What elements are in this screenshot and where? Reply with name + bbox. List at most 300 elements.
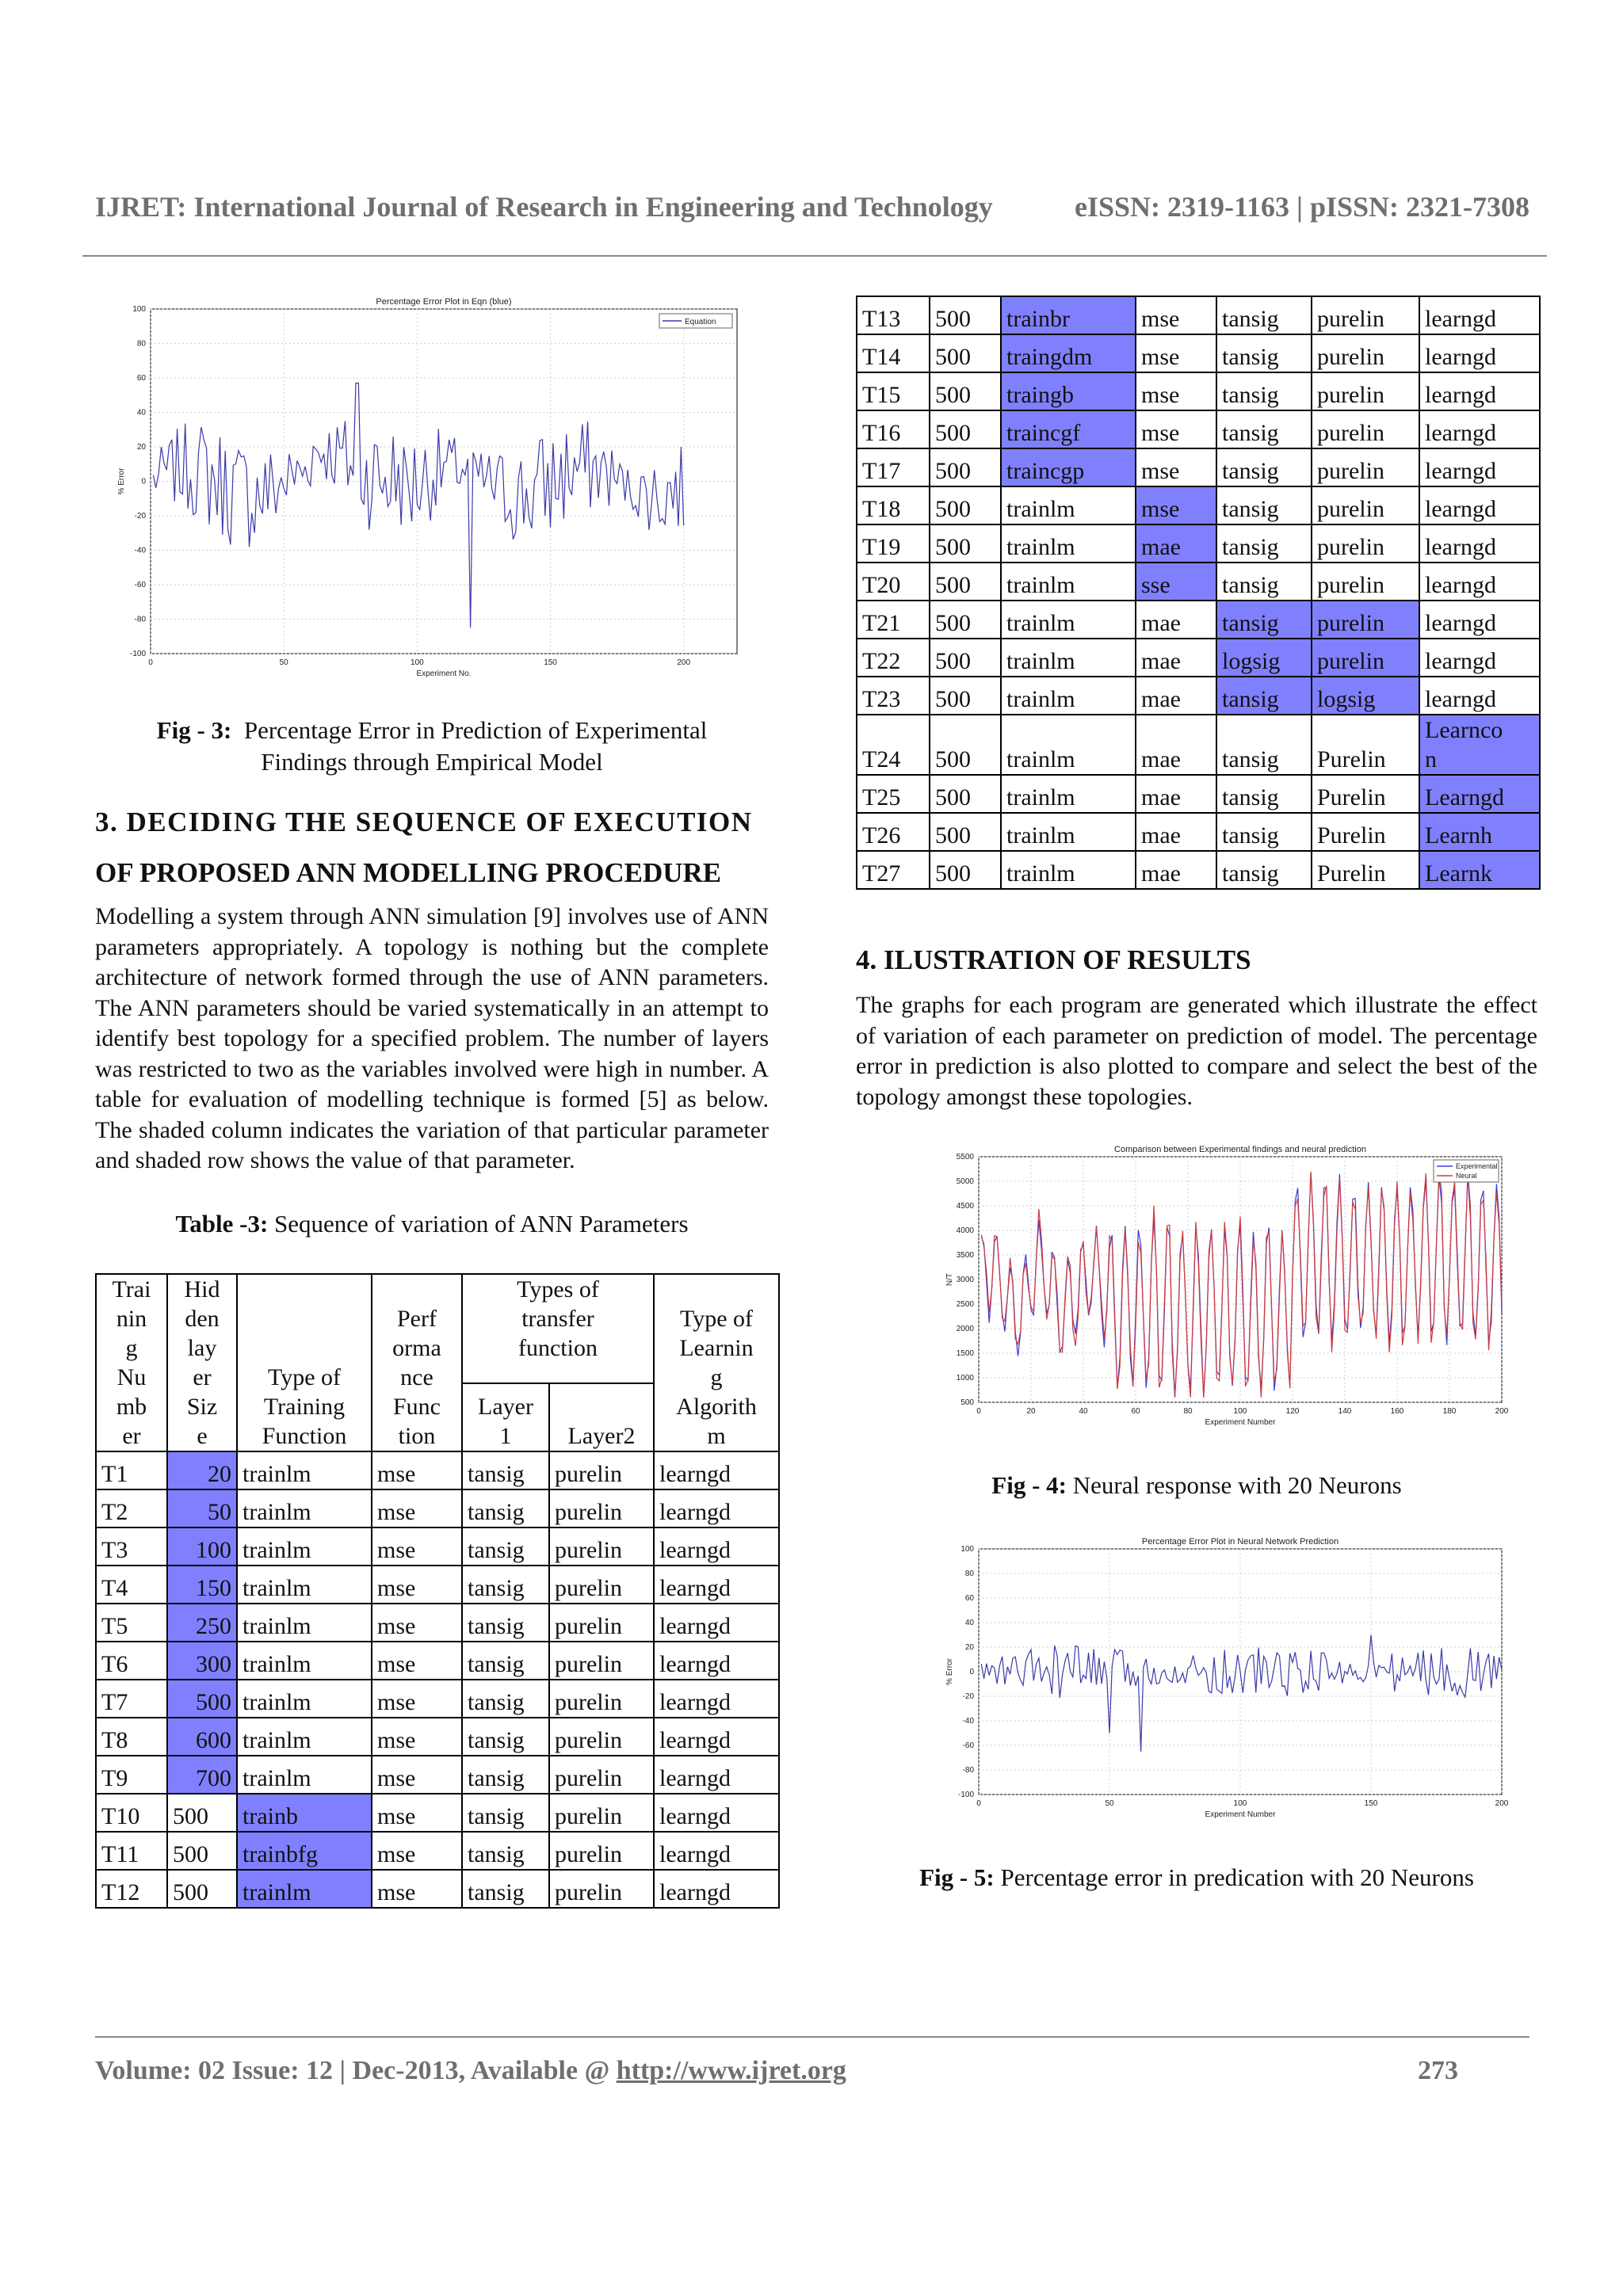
performance-function: mse xyxy=(372,1794,462,1832)
performance-function: mse xyxy=(372,1718,462,1756)
training-number: T9 xyxy=(96,1756,167,1794)
table3-label: Table -3: xyxy=(175,1209,269,1238)
layer1-transfer: logsig xyxy=(1216,639,1312,677)
y-tick-label: 40 xyxy=(964,1619,974,1627)
footer-rule xyxy=(95,2036,1529,2038)
x-tick-label: 40 xyxy=(1079,1407,1088,1416)
chart-title: Percentage Error Plot in Neural Network Prediction xyxy=(1141,1537,1339,1547)
fig3-caption-line1: Percentage Error in Prediction of Experimental xyxy=(243,716,708,744)
section3-body: Modelling a system through ANN simulation [9] involves use of ANN parameters appropriately. A topology is nothing but the complete architecture of network formed through the use of ANN parameters. The ANN parameters should be varied systematically in an attempt to identify best topology for a specified problem. The number of layers was restricted to two as the variables involved were high in number. A table for evaluation of modelling technique is formed [5] as below. The shaded column indicates the variation of that particular parameter and shaded row shows the value of that parameter. xyxy=(95,903,769,1173)
x-tick-label: 200 xyxy=(1495,1799,1509,1808)
y-tick-label: 60 xyxy=(964,1594,974,1603)
legend xyxy=(659,314,732,328)
hidden-layer-size: 500 xyxy=(930,410,1001,448)
learning-algorithm: learngd xyxy=(654,1566,779,1604)
hidden-layer-size: 500 xyxy=(167,1870,237,1908)
y-tick-label: 5500 xyxy=(956,1153,974,1161)
layer1-transfer: tansig xyxy=(462,1604,549,1642)
layer1-transfer: tansig xyxy=(1216,334,1312,372)
performance-function: mse xyxy=(372,1451,462,1489)
performance-function: mse xyxy=(372,1489,462,1527)
table-row xyxy=(96,1604,779,1642)
x-tick-label: 150 xyxy=(1364,1799,1378,1808)
training-function: traingb xyxy=(1001,372,1136,410)
performance-function: mse xyxy=(1136,296,1216,334)
header-training-number: Trai nin g Nu mb er xyxy=(96,1274,167,1451)
learning-algorithm: Learnco n xyxy=(1419,715,1540,775)
training-number: T4 xyxy=(96,1566,167,1604)
figure-4 xyxy=(935,1141,1522,1434)
hidden-layer-size: 700 xyxy=(167,1756,237,1794)
layer1-transfer: tansig xyxy=(1216,601,1312,639)
table-header-row xyxy=(96,1274,779,1383)
learning-algorithm: Learnk xyxy=(1419,851,1540,889)
training-number: T8 xyxy=(96,1718,167,1756)
performance-function: mse xyxy=(1136,410,1216,448)
y-tick-label: 2500 xyxy=(956,1300,974,1309)
y-tick-label: 60 xyxy=(136,374,146,383)
training-number: T6 xyxy=(96,1642,167,1680)
training-function: trainlm xyxy=(237,1642,372,1680)
y-tick-label: 20 xyxy=(136,443,146,452)
layer2-transfer: purelin xyxy=(549,1870,654,1908)
training-function: trainlm xyxy=(237,1527,372,1566)
x-axis-label: Experiment No. xyxy=(416,669,472,678)
y-tick-label: -40 xyxy=(134,546,146,555)
learning-algorithm: learngd xyxy=(1419,677,1540,715)
x-tick-label: 0 xyxy=(976,1407,981,1416)
training-number: T25 xyxy=(857,775,930,813)
hidden-layer-size: 500 xyxy=(167,1794,237,1832)
y-tick-label: -20 xyxy=(962,1692,974,1701)
learning-algorithm: learngd xyxy=(1419,486,1540,524)
table-row xyxy=(96,1794,779,1832)
layer2-transfer: purelin xyxy=(1312,334,1419,372)
layer1-transfer: tansig xyxy=(462,1680,549,1718)
y-tick-label: 500 xyxy=(960,1398,974,1407)
training-number: T16 xyxy=(857,410,930,448)
header-rule xyxy=(82,255,1547,257)
layer2-transfer: purelin xyxy=(549,1756,654,1794)
training-number: T10 xyxy=(96,1794,167,1832)
layer1-transfer: tansig xyxy=(1216,677,1312,715)
table-row xyxy=(96,1756,779,1794)
performance-function: mae xyxy=(1136,639,1216,677)
table-row xyxy=(857,677,1540,715)
layer2-transfer: purelin xyxy=(1312,601,1419,639)
performance-function: mse xyxy=(372,1566,462,1604)
learning-algorithm: learngd xyxy=(654,1489,779,1527)
x-tick-label: 180 xyxy=(1442,1407,1457,1416)
table-row xyxy=(96,1489,779,1527)
ann-table-part1 xyxy=(95,1273,780,1909)
learning-algorithm: learngd xyxy=(1419,563,1540,601)
performance-function: mse xyxy=(372,1870,462,1908)
y-tick-label: 80 xyxy=(136,339,146,349)
hidden-layer-size: 500 xyxy=(930,639,1001,677)
x-tick-label: 100 xyxy=(1233,1799,1247,1808)
layer1-transfer: tansig xyxy=(1216,775,1312,813)
training-function: trainlm xyxy=(237,1718,372,1756)
y-tick-label: 40 xyxy=(136,408,146,418)
header-learning-algorithm: Type of Learnin g Algorith m xyxy=(654,1274,779,1451)
training-number: T7 xyxy=(96,1680,167,1718)
training-function: trainlm xyxy=(1001,639,1136,677)
layer1-transfer: tansig xyxy=(462,1832,549,1870)
training-function: trainlm xyxy=(1001,851,1136,889)
training-function: trainlm xyxy=(1001,677,1136,715)
layer1-transfer: tansig xyxy=(462,1794,549,1832)
fig5-caption-text: Percentage error in predication with 20 Neurons xyxy=(1000,1863,1474,1891)
hidden-layer-size: 500 xyxy=(930,851,1001,889)
hidden-layer-size: 600 xyxy=(167,1718,237,1756)
training-number: T11 xyxy=(96,1832,167,1870)
layer2-transfer: purelin xyxy=(1312,372,1419,410)
layer2-transfer: purelin xyxy=(1312,410,1419,448)
learning-algorithm: Learngd xyxy=(1419,775,1540,813)
x-tick-label: 120 xyxy=(1285,1407,1300,1416)
hidden-layer-size: 500 xyxy=(930,601,1001,639)
hidden-layer-size: 500 xyxy=(930,715,1001,775)
hidden-layer-size: 500 xyxy=(930,677,1001,715)
training-function: trainlm xyxy=(237,1566,372,1604)
chart-title: Percentage Error Plot in Eqn (blue) xyxy=(376,297,512,307)
fig4-caption-text: Neural response with 20 Neurons xyxy=(1072,1471,1402,1499)
figure-3 xyxy=(95,289,769,689)
fig3-caption xyxy=(95,715,769,778)
training-number: T20 xyxy=(857,563,930,601)
table-row xyxy=(96,1870,779,1908)
layer1-transfer: tansig xyxy=(1216,851,1312,889)
training-number: T5 xyxy=(96,1604,167,1642)
x-tick-label: 20 xyxy=(1026,1407,1036,1416)
learning-algorithm: learngd xyxy=(1419,410,1540,448)
table-row xyxy=(857,448,1540,486)
footer xyxy=(95,2056,1458,2086)
training-function: trainlm xyxy=(1001,486,1136,524)
table-row xyxy=(857,715,1540,775)
y-tick-label: 1500 xyxy=(956,1349,974,1358)
table-row xyxy=(857,296,1540,334)
training-number: T19 xyxy=(857,524,930,563)
performance-function: mse xyxy=(372,1756,462,1794)
hidden-layer-size: 50 xyxy=(167,1489,237,1527)
hidden-layer-size: 150 xyxy=(167,1566,237,1604)
fig3-caption-line2: Findings through Empirical Model xyxy=(261,748,603,776)
y-tick-label: 100 xyxy=(960,1545,974,1554)
training-function: trainlm xyxy=(237,1756,372,1794)
table-row xyxy=(96,1451,779,1489)
hidden-layer-size: 500 xyxy=(930,486,1001,524)
training-number: T1 xyxy=(96,1451,167,1489)
learning-algorithm: learngd xyxy=(1419,639,1540,677)
training-number: T24 xyxy=(857,715,930,775)
layer2-transfer: purelin xyxy=(549,1451,654,1489)
table-row xyxy=(96,1680,779,1718)
legend-label-experimental: Experimental xyxy=(1456,1162,1498,1170)
section4-body: The graphs for each program are generated which illustrate the effect of variation of each parameter on prediction of model. The percentage error in prediction is also plotted to compare and select the best of the topology amongst these topologies. xyxy=(856,992,1537,1110)
layer1-transfer: tansig xyxy=(1216,563,1312,601)
training-number: T21 xyxy=(857,601,930,639)
performance-function: mse xyxy=(372,1527,462,1566)
header-training-function: Type of Training Function xyxy=(237,1274,372,1451)
table-row xyxy=(857,851,1540,889)
y-tick-label: -100 xyxy=(957,1791,974,1799)
layer2-transfer: Purelin xyxy=(1312,851,1419,889)
training-function: trainlm xyxy=(1001,601,1136,639)
performance-function: mse xyxy=(1136,486,1216,524)
x-axis-label: Experiment Number xyxy=(1205,1810,1276,1819)
hidden-layer-size: 500 xyxy=(930,296,1001,334)
training-number: T26 xyxy=(857,813,930,851)
learning-algorithm: learngd xyxy=(654,1870,779,1908)
chart-title: Comparison between Experimental findings and neural prediction xyxy=(1114,1145,1366,1154)
fig5-caption xyxy=(856,1862,1537,1894)
learning-algorithm: learngd xyxy=(654,1756,779,1794)
table-row xyxy=(96,1527,779,1566)
training-function: trainlm xyxy=(237,1680,372,1718)
learning-algorithm: learngd xyxy=(654,1718,779,1756)
layer1-transfer: tansig xyxy=(1216,486,1312,524)
training-function: trainlm xyxy=(1001,524,1136,563)
learning-algorithm: learngd xyxy=(654,1642,779,1680)
hidden-layer-size: 250 xyxy=(167,1604,237,1642)
x-axis-label: Experiment Number xyxy=(1205,1418,1276,1427)
x-tick-label: 140 xyxy=(1338,1407,1352,1416)
training-function: trainlm xyxy=(237,1451,372,1489)
learning-algorithm: learngd xyxy=(654,1794,779,1832)
layer2-transfer: purelin xyxy=(1312,639,1419,677)
layer2-transfer: purelin xyxy=(549,1794,654,1832)
training-function: traingdm xyxy=(1001,334,1136,372)
left-column xyxy=(95,289,769,1909)
performance-function: mae xyxy=(1136,677,1216,715)
learning-algorithm: learngd xyxy=(654,1451,779,1489)
x-tick-label: 0 xyxy=(148,658,153,667)
learning-algorithm: learngd xyxy=(654,1604,779,1642)
layer2-transfer: Purelin xyxy=(1312,775,1419,813)
table-row xyxy=(857,524,1540,563)
header-layer2: Layer2 xyxy=(549,1383,654,1451)
training-function: traincgp xyxy=(1001,448,1136,486)
performance-function: mae xyxy=(1136,775,1216,813)
layer2-transfer: purelin xyxy=(1312,296,1419,334)
learning-algorithm: learngd xyxy=(1419,296,1540,334)
hidden-layer-size: 500 xyxy=(930,563,1001,601)
hidden-layer-size: 20 xyxy=(167,1451,237,1489)
x-tick-label: 50 xyxy=(1105,1799,1114,1808)
section3-heading-line2: OF PROPOSED ANN MODELLING PROCEDURE xyxy=(95,857,722,888)
performance-function: mse xyxy=(372,1832,462,1870)
header-layer1: Layer 1 xyxy=(462,1383,549,1451)
y-tick-label: 3000 xyxy=(956,1276,974,1284)
layer2-transfer: Purelin xyxy=(1312,813,1419,851)
hidden-layer-size: 500 xyxy=(167,1832,237,1870)
fig5-label: Fig - 5: xyxy=(919,1863,995,1891)
layer2-transfer: purelin xyxy=(1312,448,1419,486)
y-tick-label: 100 xyxy=(132,305,146,314)
header-performance-function: Perf orma nce Func tion xyxy=(372,1274,462,1451)
y-tick-label: -20 xyxy=(134,512,146,521)
performance-function: mse xyxy=(1136,372,1216,410)
x-tick-label: 60 xyxy=(1131,1407,1140,1416)
x-tick-label: 200 xyxy=(1495,1407,1509,1416)
performance-function: mae xyxy=(1136,715,1216,775)
training-function: trainbfg xyxy=(237,1832,372,1870)
layer2-transfer: purelin xyxy=(1312,486,1419,524)
layer2-transfer: logsig xyxy=(1312,677,1419,715)
learning-algorithm: learngd xyxy=(654,1527,779,1566)
training-function: trainbr xyxy=(1001,296,1136,334)
performance-function: mse xyxy=(1136,334,1216,372)
performance-function: mse xyxy=(372,1642,462,1680)
x-tick-label: 100 xyxy=(411,658,424,667)
table-row xyxy=(857,775,1540,813)
training-function: trainlm xyxy=(1001,563,1136,601)
running-header xyxy=(95,190,1529,223)
learning-algorithm: learngd xyxy=(1419,524,1540,563)
y-tick-label: 0 xyxy=(969,1668,974,1676)
table-row xyxy=(96,1718,779,1756)
y-tick-label: 0 xyxy=(141,477,146,486)
layer2-transfer: Purelin xyxy=(1312,715,1419,775)
table-row xyxy=(857,486,1540,524)
learning-algorithm: learngd xyxy=(1419,448,1540,486)
footer-link[interactable]: http://www.ijret.org xyxy=(616,2056,846,2085)
learning-algorithm: learngd xyxy=(1419,601,1540,639)
table-row xyxy=(96,1832,779,1870)
training-number: T3 xyxy=(96,1527,167,1566)
table-row xyxy=(857,601,1540,639)
table-row xyxy=(857,410,1540,448)
y-tick-label: 4000 xyxy=(956,1226,974,1235)
training-number: T23 xyxy=(857,677,930,715)
table-row xyxy=(857,372,1540,410)
issn: eISSN: 2319-1163 | pISSN: 2321-7308 xyxy=(1075,191,1529,223)
ann-table-part2 xyxy=(856,296,1541,890)
layer1-transfer: tansig xyxy=(462,1566,549,1604)
layer1-transfer: tansig xyxy=(1216,448,1312,486)
training-function: trainlm xyxy=(1001,813,1136,851)
layer2-transfer: purelin xyxy=(549,1642,654,1680)
performance-function: mse xyxy=(372,1604,462,1642)
layer2-transfer: purelin xyxy=(549,1489,654,1527)
learning-algorithm: learngd xyxy=(1419,372,1540,410)
y-axis-label: % Error xyxy=(945,1658,954,1685)
y-tick-label: -60 xyxy=(134,581,146,589)
section4-heading: 4. ILUSTRATION OF RESULTS xyxy=(856,944,1251,975)
chart-percentage-error-neural xyxy=(935,1533,1522,1834)
table-row xyxy=(857,334,1540,372)
x-tick-label: 200 xyxy=(677,658,691,667)
hidden-layer-size: 500 xyxy=(930,813,1001,851)
x-tick-label: 80 xyxy=(1183,1407,1193,1416)
chart-neural-response xyxy=(935,1141,1522,1434)
chart-percentage-error-equation xyxy=(95,289,769,689)
hidden-layer-size: 500 xyxy=(930,524,1001,563)
performance-function: mae xyxy=(1136,851,1216,889)
performance-function: mae xyxy=(1136,524,1216,563)
training-function: trainlm xyxy=(237,1489,372,1527)
layer2-transfer: purelin xyxy=(549,1680,654,1718)
y-axis-label: % Error xyxy=(117,467,126,495)
layer1-transfer: tansig xyxy=(462,1451,549,1489)
layer1-transfer: tansig xyxy=(1216,372,1312,410)
y-tick-label: 3500 xyxy=(956,1251,974,1260)
layer2-transfer: purelin xyxy=(1312,563,1419,601)
hidden-layer-size: 500 xyxy=(930,448,1001,486)
page-number: 273 xyxy=(1418,2056,1458,2085)
training-function: trainlm xyxy=(237,1870,372,1908)
fig4-caption xyxy=(856,1470,1537,1501)
hidden-layer-size: 500 xyxy=(930,775,1001,813)
table-row xyxy=(857,639,1540,677)
y-tick-label: 80 xyxy=(964,1569,974,1578)
hidden-layer-size: 100 xyxy=(167,1527,237,1566)
table-row xyxy=(96,1642,779,1680)
legend-label-equation: Equation xyxy=(685,318,716,326)
y-tick-label: 20 xyxy=(964,1643,974,1652)
performance-function: mse xyxy=(1136,448,1216,486)
y-tick-label: -40 xyxy=(962,1717,974,1726)
y-tick-label: -80 xyxy=(134,615,146,624)
training-function: trainlm xyxy=(237,1604,372,1642)
performance-function: sse xyxy=(1136,563,1216,601)
x-tick-label: 150 xyxy=(544,658,557,667)
layer1-transfer: tansig xyxy=(1216,813,1312,851)
x-tick-label: 50 xyxy=(279,658,288,667)
x-tick-label: 0 xyxy=(976,1799,981,1808)
fig3-label: Fig - 3: xyxy=(156,716,232,744)
layer2-transfer: purelin xyxy=(549,1604,654,1642)
layer2-transfer: purelin xyxy=(549,1718,654,1756)
training-number: T17 xyxy=(857,448,930,486)
layer1-transfer: tansig xyxy=(1216,715,1312,775)
training-function: traincgf xyxy=(1001,410,1136,448)
training-number: T15 xyxy=(857,372,930,410)
training-function: trainlm xyxy=(1001,715,1136,775)
hidden-layer-size: 300 xyxy=(167,1642,237,1680)
performance-function: mae xyxy=(1136,813,1216,851)
performance-function: mae xyxy=(1136,601,1216,639)
training-number: T12 xyxy=(96,1870,167,1908)
y-tick-label: 4500 xyxy=(956,1202,974,1211)
training-function: trainlm xyxy=(1001,775,1136,813)
fig4-label: Fig - 4: xyxy=(991,1471,1067,1499)
layer1-transfer: tansig xyxy=(462,1489,549,1527)
layer1-transfer: tansig xyxy=(1216,524,1312,563)
table-row xyxy=(96,1566,779,1604)
table3-caption xyxy=(95,1208,769,1240)
learning-algorithm: learngd xyxy=(654,1832,779,1870)
table3-caption-text: Sequence of variation of ANN Parameters xyxy=(274,1209,689,1238)
training-number: T13 xyxy=(857,296,930,334)
y-tick-label: 5000 xyxy=(956,1177,974,1186)
legend xyxy=(1434,1160,1499,1182)
layer1-transfer: tansig xyxy=(462,1718,549,1756)
layer1-transfer: tansig xyxy=(1216,296,1312,334)
y-tick-label: -80 xyxy=(962,1766,974,1775)
table-row xyxy=(857,813,1540,851)
training-number: T18 xyxy=(857,486,930,524)
layer1-transfer: tansig xyxy=(1216,410,1312,448)
y-tick-label: -100 xyxy=(129,650,146,658)
layer1-transfer: tansig xyxy=(462,1642,549,1680)
hidden-layer-size: 500 xyxy=(930,334,1001,372)
training-number: T14 xyxy=(857,334,930,372)
learning-algorithm: learngd xyxy=(1419,334,1540,372)
table-row xyxy=(857,563,1540,601)
